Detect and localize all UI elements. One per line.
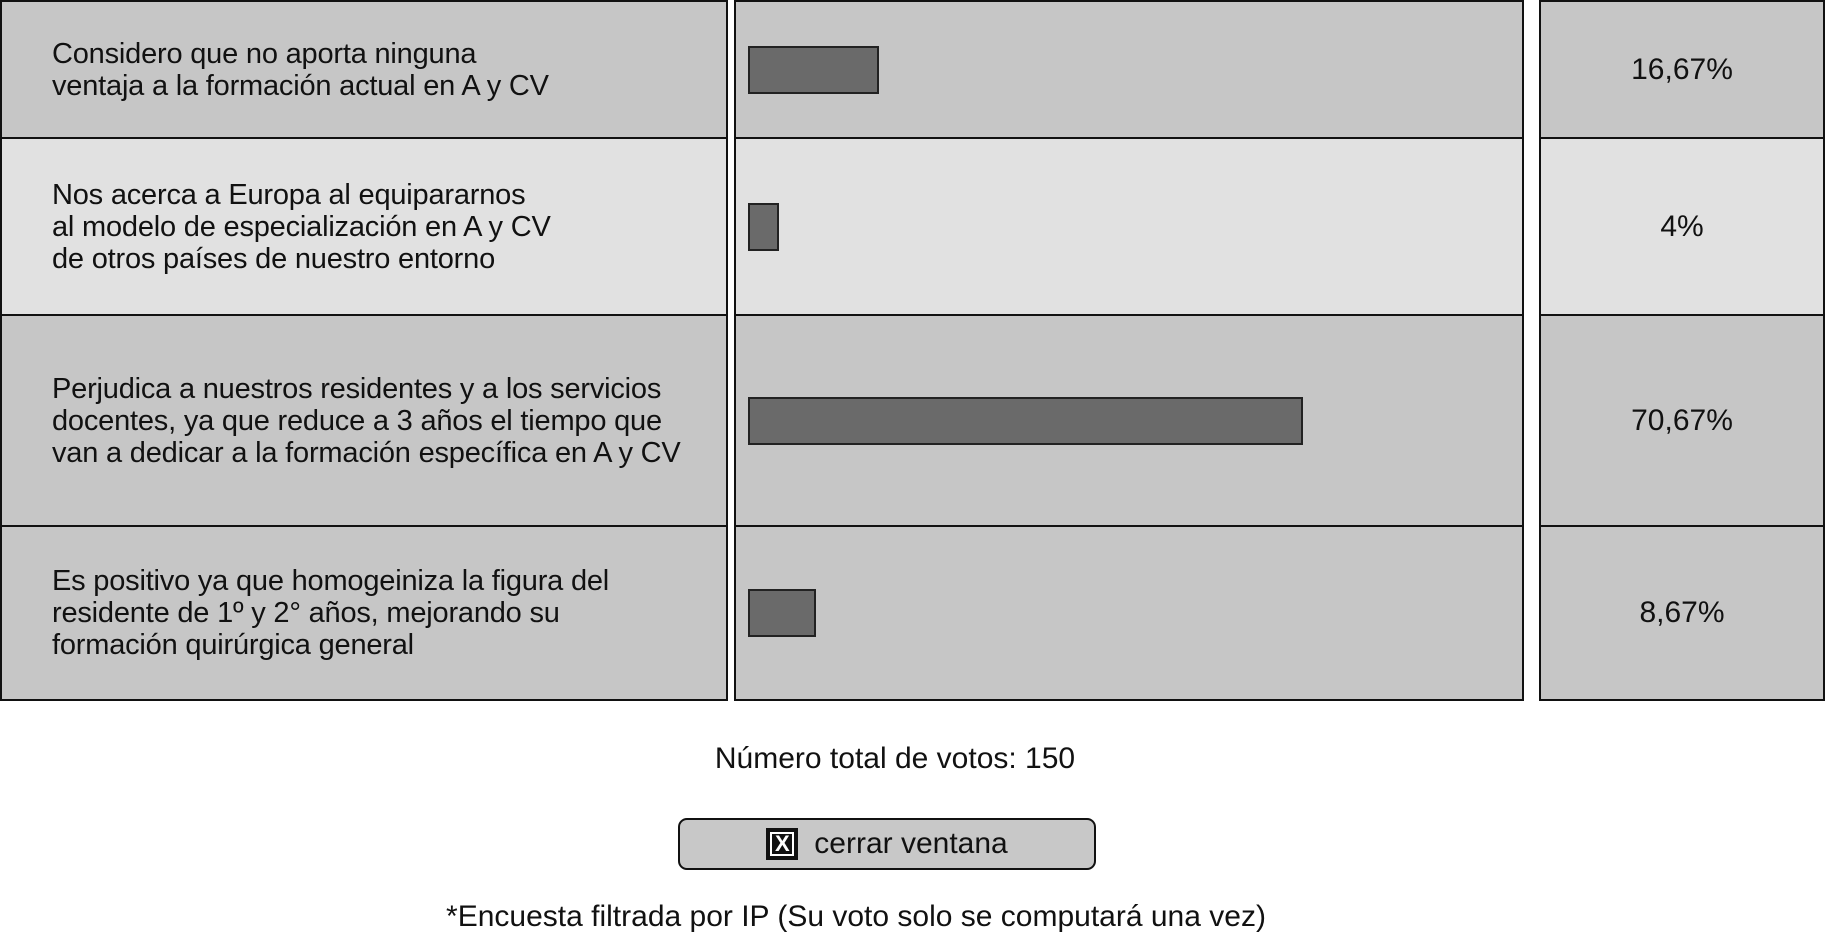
footnote: *Encuesta filtrada por IP (Su voto solo se computará una vez) [446, 900, 1266, 933]
option-percent: 8,67% [1639, 596, 1725, 629]
option-percent: 70,67% [1631, 403, 1733, 437]
option-label-cell [0, 314, 728, 527]
option-percent-cell [1539, 0, 1825, 139]
result-bar [748, 203, 779, 251]
option-label: Es positivo ya que homogeiniza la figura del residente de 1º y 2° años, mejorando su formación quirúrgica general [52, 565, 610, 661]
option-label-cell [0, 137, 728, 316]
option-label-cell [0, 525, 728, 701]
result-row [0, 137, 1825, 316]
close-window-button[interactable] [678, 818, 1096, 870]
close-icon-glyph: X [774, 831, 790, 856]
option-percent-cell [1539, 137, 1825, 316]
option-label: Considero que no aporta ninguna ventaja a la formación actual en A y CV [52, 37, 549, 102]
result-row [0, 0, 1825, 139]
option-percent: 16,67% [1631, 52, 1733, 86]
total-votes: Número total de votos: 150 [714, 742, 1076, 775]
option-bar-cell [734, 137, 1524, 316]
option-label: Perjudica a nuestros residentes y a los servicios docentes, ya que reduce a 3 años el tiempo que van a dedicar a la formación específica en A y CV [52, 372, 681, 469]
close-icon [766, 828, 798, 860]
result-bar [748, 589, 816, 637]
option-percent-cell [1539, 525, 1825, 701]
option-percent: 4% [1660, 209, 1704, 243]
option-label-cell [0, 0, 728, 139]
result-row [0, 314, 1825, 527]
option-bar-cell [734, 314, 1524, 527]
option-bar-cell [734, 0, 1524, 139]
result-row [0, 525, 1825, 701]
option-percent-cell [1539, 314, 1825, 527]
option-label: Nos acerca a Europa al equipararnos al modelo de especialización en A y CV de otros países de nuestro entorno [52, 178, 551, 275]
close-window-label: cerrar ventana [814, 827, 1008, 860]
result-bar [748, 46, 879, 94]
option-bar-cell [734, 525, 1524, 701]
result-bar [748, 397, 1303, 445]
